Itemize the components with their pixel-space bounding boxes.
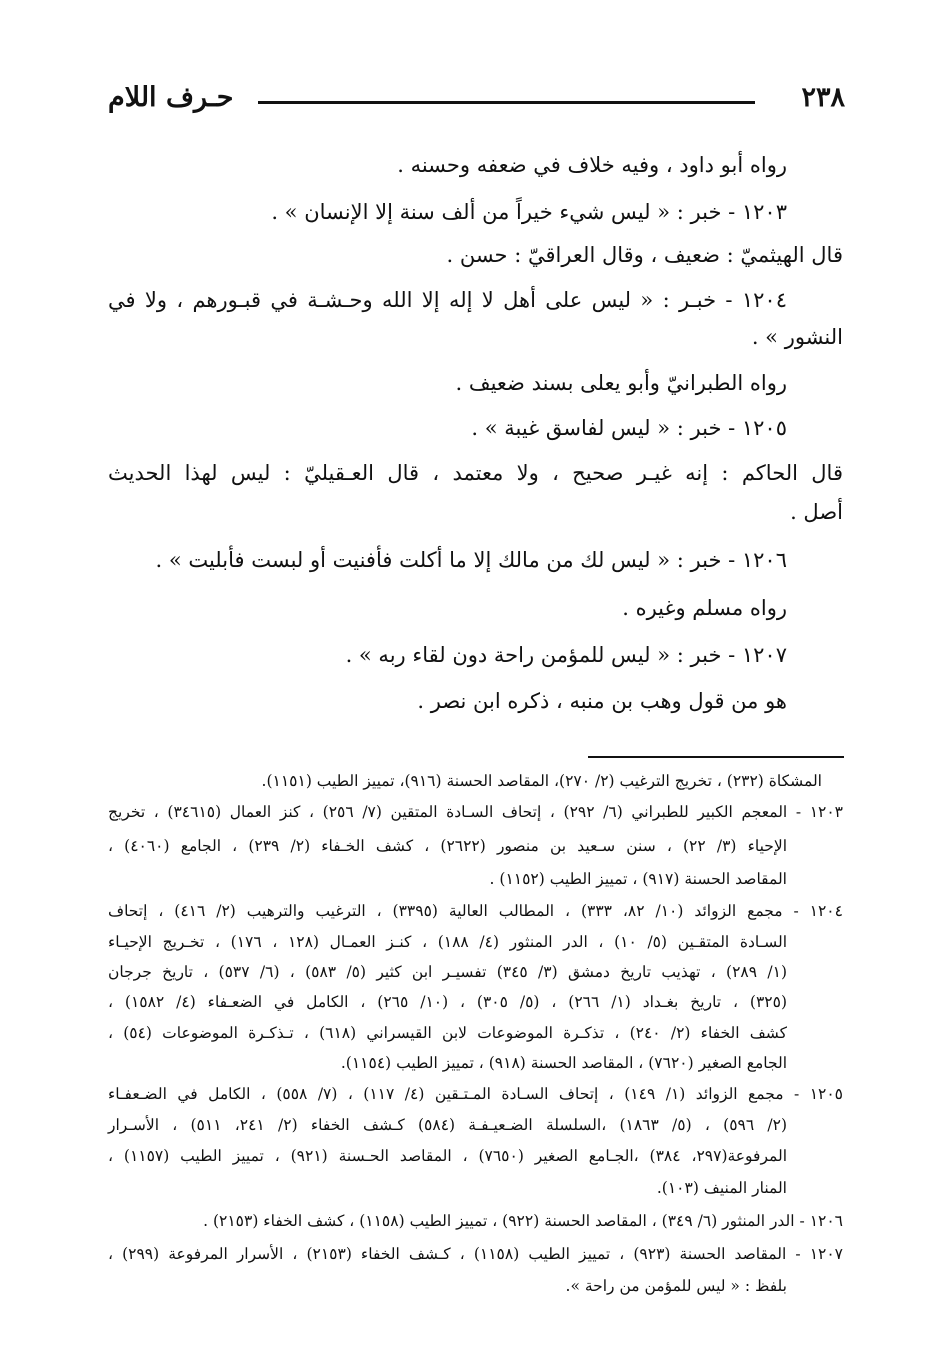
footnote-line: المشكاة (٢٣٢) ، تخريج الترغيب (٢/ ٢٧٠)، المقاصد الحسنة (٩١٦)، تمييز الطيب (١١٥١).: [261, 772, 822, 790]
footnote-line: ١٢٠٦ - الدر المنثور (٦/ ٣٤٩) ، المقاصد الحسنة (٩٢٢) ، تمييز الطيب (١١٥٨) ، كشف الخفاء (٢١٥٣) .: [203, 1212, 843, 1230]
footnote-line: المنار المنيف (١٠٣).: [656, 1179, 787, 1197]
footnote-line: (٢/ ٥٩٦) ، (٥/ ١٨٦٣) ،السلسلة الضـعيـفـة (٥٨٤) كـشف الخفاء (٢/ ٢٤١، ٥١١) ، الأسـرار: [108, 1116, 788, 1134]
body-line: ١٢٠٦ - خبر : « ليس لك من مالك إلا ما أكلت فأفنيت أو لبست فأبليت » .: [155, 548, 787, 572]
body-line: رواه مسلم وغيره .: [622, 596, 787, 620]
body-line: رواه الطبرانيّ وأبو يعلى بسند ضعيف .: [455, 371, 787, 395]
footnote-line: (٣٢٥) ، تاريخ بغـداد (١/ ٢٦٦) ، (٥/ ٣٠٥) ، (١٠/ ٢٦٥) ، الكامل في الضعـفاء (٤/ ١٥٨٢) ،: [108, 993, 787, 1011]
body-line: قال الهيثميّ : ضعيف ، وقال العراقيّ : حسن .: [446, 243, 843, 267]
body-line: قال الحاكم : إنه غيـر صحيح ، ولا معتمد ، قال العـقيليّ : ليس لهذا الحديث: [108, 461, 843, 485]
header-title: حـرف اللام: [108, 82, 234, 113]
body-line: أصل .: [790, 500, 843, 524]
footnote-line: كشف الخفاء (٢/ ٢٤٠) ، تذكـرة الموضوعات لابن القيسراني (٦١٨) ، تـذكـرة الموضوعات (٥٤) ،: [108, 1024, 787, 1042]
footnote-line: الإحياء (٣/ ٢٢) ، سنن سـعيد بن منصور (٢٦٢٢) ، كشف الخـفاء (٢/ ٢٣٩) ، الجامع (٤٠٦٠) ،: [108, 837, 788, 855]
body-line: هو من قول وهب بن منبه ، ذكره ابن نصر .: [417, 689, 787, 713]
footnote-line: ١٢٠٥ - مجمع الزوائد (١/ ١٤٩) ، إتحاف السـادة المـتـقين (٤/ ١١٧) ، (٧/ ٥٥٨) ، الكامل في الضـعفـاء: [108, 1085, 843, 1103]
page-number: ٢٣٨: [801, 82, 845, 113]
footnote-line: ١٢٠٤ - مجمع الزوائد (١٠/ ٨٢، ٣٣٣) ، المطالب العالية (٣٣٩٥) ، الترغيب والترهيب (٢/ ٤١٦) ، إتحاف: [108, 902, 843, 920]
body-line: ١٢٠٣ - خبر : « ليس شيء خيراً من ألف سنة إلا الإنسان » .: [271, 200, 787, 224]
body-line: ١٢٠٧ - خبر : « ليس للمؤمن راحة دون لقاء ربه » .: [345, 643, 787, 667]
footnote-line: المقاصد الحسنة (٩١٧) ، تمييز الطيب (١١٥٢) .: [489, 870, 787, 888]
footnote-line: المرفوعة(٢٩٧، ٣٨٤) ،الجـامع الصغير (٧٦٥٠) ، المقاصد الحـسنة (٩٢١) ، تمييز الطيب (١١٥٧) ،: [108, 1147, 788, 1165]
page-header: [108, 82, 845, 122]
footnote-line: ١٢٠٧ - المقاصد الحسنة (٩٢٣) ، تمييز الطيب (١١٥٨) ، كـشف الخفاء (٢١٥٣) ، الأسرار المرفوعة (٢٩٩) ،: [108, 1245, 843, 1263]
footnote-line: بلفظ : « ليس للمؤمن من راحة ».: [565, 1277, 787, 1295]
header-rule: [258, 101, 755, 104]
body-line: ١٢٠٤ - خبـر : « ليس على أهل لا إله إلا الله وحـشـة في قبـورهم ، ولا في: [108, 288, 787, 312]
body-line: رواه أبو داود ، وفيه خلاف في ضعفه وحسنه .: [397, 153, 787, 177]
body-line: ١٢٠٥ - خبر : « ليس لفاسق غيبة » .: [471, 416, 787, 440]
body-line: النشور » .: [751, 325, 843, 349]
footnote-line: الجامع الصغير (٧٦٢٠) ، المقاصد الحسنة (٩١٨) ، تمييز الطيب (١١٥٤).: [340, 1054, 787, 1072]
footnote-line: (١/ ٢٨٩) ، تهذيب تاريخ دمشق (٣/ ٣٤٥) تفسيـر ابن كثير (٥/ ٥٨٣) ، (٦/ ٥٣٧) ، تاريخ جرجان: [108, 963, 788, 981]
footnote-line: السـادة المتقـين (٥/ ١٠) ، الدر المنثور (٤/ ١٨٨) ، كنـز العمـال (١٢٨ ، ١٧٦) ، تخـريج الإحيـاء: [108, 933, 788, 951]
footnote-line: ١٢٠٣ - المعجم الكبير للطبراني (٦/ ٢٩٢) ، إتحاف السـادة المتقين (٧/ ٢٥٦) ، كنز العمال (٣٤٦١٥) ، تخريج: [108, 803, 844, 821]
footnote-separator: [588, 756, 844, 758]
